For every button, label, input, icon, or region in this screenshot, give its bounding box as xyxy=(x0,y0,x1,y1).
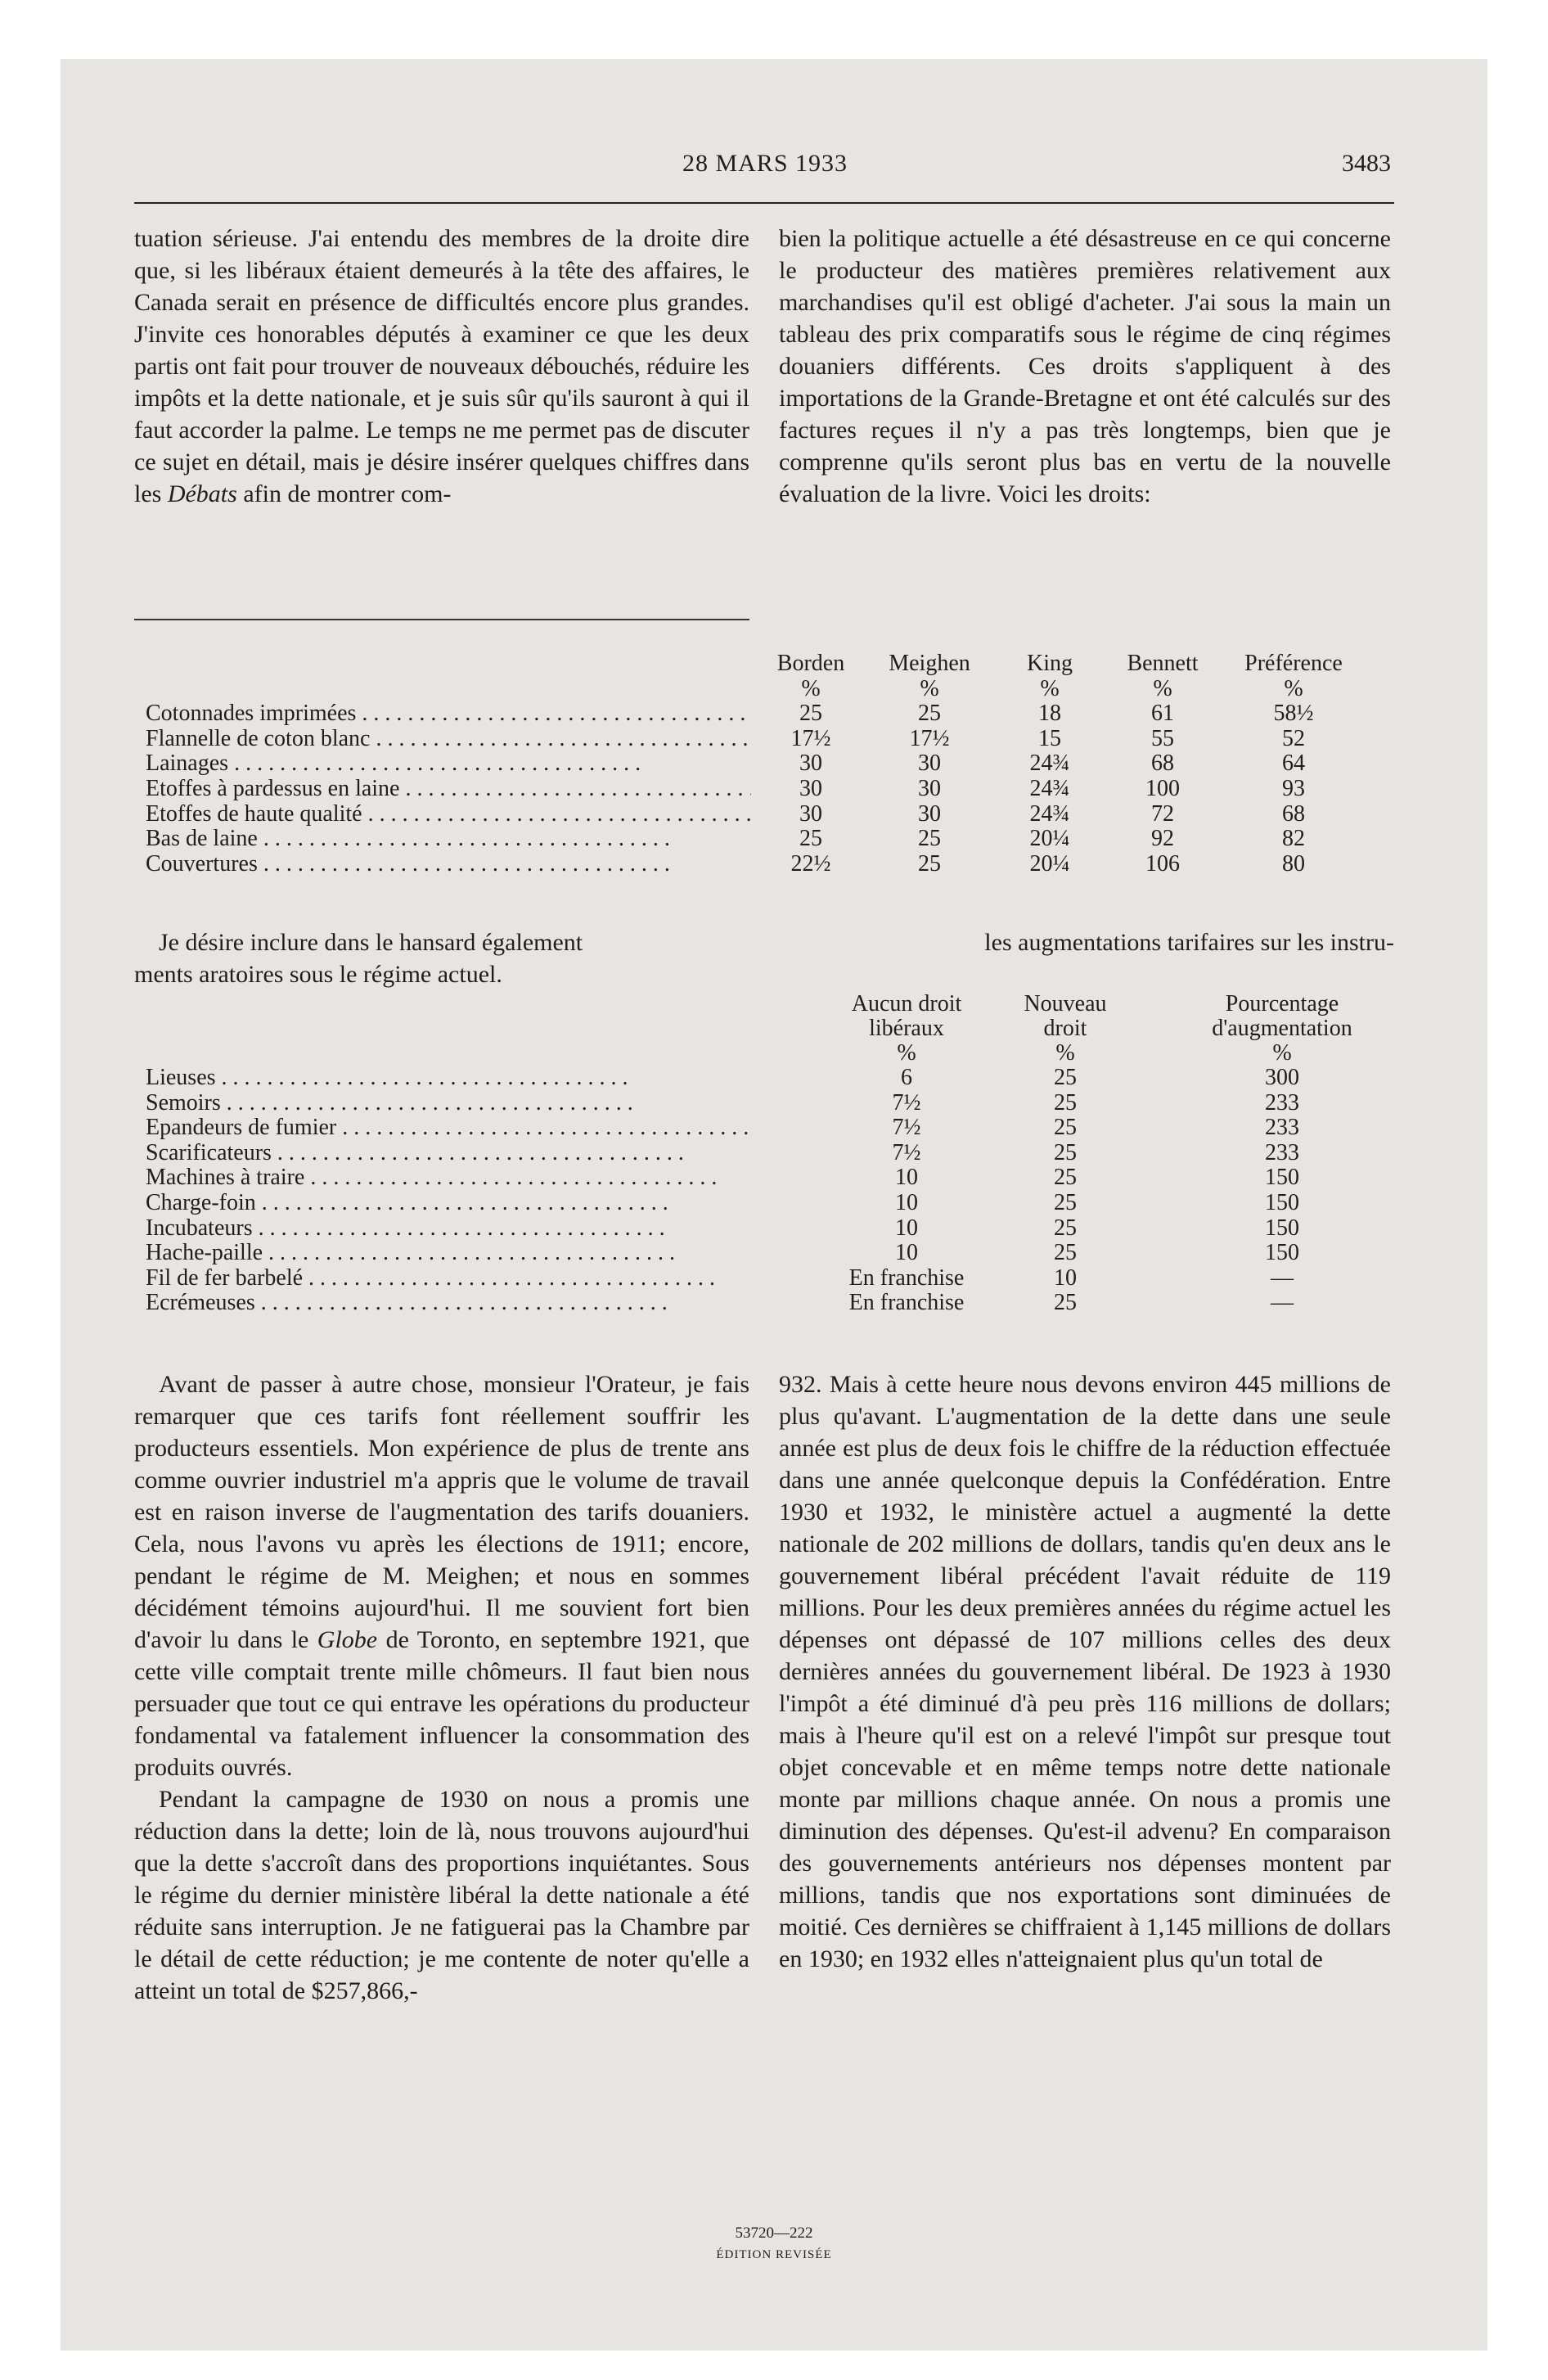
cell-value: 233 xyxy=(1265,1139,1299,1165)
row-label: Bas de laine . . . xyxy=(146,827,751,852)
cell-value: 20¼ xyxy=(1029,826,1070,852)
cell-value: 30 xyxy=(799,775,822,801)
table-header-row xyxy=(146,651,1373,677)
tariff-table-implements xyxy=(146,1066,1389,1316)
cell-value: 24¾ xyxy=(1029,751,1070,777)
col-header-line: d'augmentation xyxy=(1212,1016,1352,1041)
row-label: Lieuses . . . xyxy=(146,1066,751,1091)
header-rule xyxy=(134,202,1394,204)
table-row xyxy=(146,802,1373,827)
cell-value: 25 xyxy=(1054,1065,1077,1090)
cell-value: 106 xyxy=(1145,850,1180,877)
cell-value: 64 xyxy=(1282,751,1305,777)
cell-value: 30 xyxy=(918,800,941,827)
table-row xyxy=(146,1141,1389,1166)
cell-value: 24¾ xyxy=(1029,800,1070,827)
col-header: Bennett xyxy=(1127,651,1199,676)
cell-value: 25 xyxy=(1054,1139,1077,1165)
cell-value: 150 xyxy=(1265,1215,1299,1241)
table-row xyxy=(146,751,1373,777)
cell-value: En franchise xyxy=(848,1290,965,1316)
cell-value: 25 xyxy=(799,701,822,727)
cell-value: — xyxy=(1271,1264,1294,1291)
table-row xyxy=(146,1091,1389,1116)
unit-label: % xyxy=(1055,1040,1075,1066)
row-label: Hache-paille . . . xyxy=(146,1241,751,1266)
bottom-left-column xyxy=(134,1368,749,2007)
row-label: Epandeurs de fumier . . . xyxy=(146,1116,751,1141)
cell-value: 7½ xyxy=(892,1115,921,1141)
row-label: Machines à traire . . . xyxy=(146,1165,751,1191)
cell-value: 55 xyxy=(1151,725,1174,751)
header-date: 28 MARS 1933 xyxy=(682,150,848,177)
cell-value: 61 xyxy=(1151,701,1174,727)
row-label: Ecrémeuses . . . xyxy=(146,1291,751,1316)
cell-value: 30 xyxy=(918,775,941,801)
bottom-right-column xyxy=(779,1368,1391,1975)
cell-value: 6 xyxy=(901,1065,912,1090)
paragraph: 932. Mais à cette heure nous devons environ 445 millions de plus qu'avant. L'augmentation de la dette dans une seule année est plus de deux fois le chiffre de la réduction effectuée dans une année quelconque depuis la Confédération. Entre 1930 et 1932, le ministère actuel a augmenté la dette nationale de 202 millions de dollars, tandis qu'en deux ans le gouvernement libéral précédent l'avait réduite de 119 millions. Pour les deux premières années du régime actuel les dépenses ont dépassé de 107 millions celles des deux dernières années du gouvernement libéral. De 1923 à 1930 l'impôt a été diminué d'à peu près 116 millions de dollars; mais à l'heure qu'il est on a relevé l'impôt sur presque tout objet concevable et en même temps notre dette nationale monte par millions chaque année. On nous a promis une diminution des dépenses. Qu'est-il advenu? En comparaison des gouvernements antérieurs nos dépenses montent par millions, tandis que nos exportations sont diminuées de moitié. Ces dernières se chiffraient à 1,145 millions de dollars en 1930; en 1932 elles n'atteignaient plus qu'un total de xyxy=(779,1371,1391,1972)
page-footer xyxy=(0,2223,1548,2265)
cell-value: 82 xyxy=(1282,826,1305,852)
cell-value: 24¾ xyxy=(1029,775,1070,801)
cell-value: 10 xyxy=(895,1189,918,1215)
cell-value: 300 xyxy=(1265,1065,1299,1090)
row-label: Semoirs . . . xyxy=(146,1091,751,1116)
cell-value: 7½ xyxy=(892,1089,921,1116)
table-row xyxy=(146,1241,1389,1266)
row-label: Charge-foin . . . xyxy=(146,1191,751,1216)
intro-paragraph xyxy=(134,926,1394,990)
col-header: King xyxy=(1027,651,1073,676)
cell-value: 10 xyxy=(895,1215,918,1241)
row-label: Etoffes à pardessus en laine . . . xyxy=(146,777,751,802)
footer-edition: ÉDITION REVISÉE xyxy=(716,2248,832,2261)
table-row xyxy=(146,701,1373,727)
cell-value: 58½ xyxy=(1273,701,1314,727)
row-label: Scarificateurs . . . xyxy=(146,1141,751,1166)
top-left-column xyxy=(134,223,749,510)
cell-value: 20¼ xyxy=(1029,850,1070,877)
row-label: Cotonnades imprimées . . . xyxy=(146,701,751,727)
cell-value: 25 xyxy=(799,826,822,852)
table-units-row xyxy=(146,677,1373,702)
table-row xyxy=(146,1066,1389,1091)
top-right-text: bien la politique actuelle a été désastreuse en ce qui concerne le producteur des matières premières relativement aux marchandises qu'il est obligé d'acheter. J'ai sous la main un tableau des prix comparatifs sous le régime de cinq régimes douaniers différents. Ces droits s'appliquent à des importations de la Grande-Bretagne et ont été calculés sur des factures reçues il n'y a pas très longtemps, bien que je comprenne qu'ils seront plus bas en vertu de la nouvelle évaluation de la livre. Voici les droits: xyxy=(779,225,1391,507)
top-left-italic: Débats xyxy=(167,480,237,507)
col-header: Borden xyxy=(776,651,845,676)
cell-value: 22½ xyxy=(790,850,831,877)
col-header-line: droit xyxy=(1043,1016,1087,1041)
row-label: Lainages . . . xyxy=(146,751,751,777)
cell-value: 68 xyxy=(1282,800,1305,827)
unit-label: % xyxy=(1272,1040,1292,1066)
cell-value: 52 xyxy=(1282,725,1305,751)
cell-value: 7½ xyxy=(892,1139,921,1165)
cell-value: 92 xyxy=(1151,826,1174,852)
cell-value: 30 xyxy=(918,751,941,777)
table-row xyxy=(146,1165,1389,1191)
page-number: 3483 xyxy=(1342,150,1391,177)
paragraph: Pendant la campagne de 1930 on nous a promis une réduction dans la dette; loin de là, nous trouvons aujourd'hui que la dette s'accroît dans des proportions inquiétantes. Sous le régime du dernier ministère libéral la dette nationale a été réduite sans interruption. Je ne fatiguerai pas la Chambre par le détail de cette réduction; je me contente de noter qu'elle a atteint un total de $257,866,- xyxy=(134,1786,749,2004)
intro-right: les augmentations tarifaires sur les instru- xyxy=(984,929,1394,956)
cell-value: 25 xyxy=(1054,1290,1077,1316)
cell-value: 233 xyxy=(1265,1115,1299,1141)
row-label: Fil de fer barbelé . . . xyxy=(146,1266,751,1291)
cell-value: En franchise xyxy=(848,1264,965,1291)
row-label: Couvertures . . . xyxy=(146,852,751,877)
cell-value: 150 xyxy=(1265,1240,1299,1266)
cell-value: 10 xyxy=(895,1240,918,1266)
cell-value: 100 xyxy=(1145,775,1180,801)
cell-value: 17½ xyxy=(790,725,831,751)
column-end-rule xyxy=(134,619,749,620)
intro-left: Je désire inclure dans le hansard également xyxy=(159,929,583,956)
cell-value: 25 xyxy=(1054,1240,1077,1266)
top-left-end: afin de montrer com- xyxy=(243,480,452,507)
col-header-aucun-droit xyxy=(833,992,980,1066)
paragraph-italic: Globe xyxy=(317,1626,378,1653)
cell-value: 25 xyxy=(918,701,941,727)
paragraph-text: Avant de passer à autre chose, monsieur l'Orateur, je fais remarquer que ces tarifs font réellement souffrir les producteurs essentiels. Mon expérience de plus de trente ans comme ouvrier industriel m'a appris que le volume de travail est en raison inverse de l'augmentation des tarifs douaniers. Cela, nous l'avons vu après les élections de 1911; encore, pendant le régime de M. Meighen; et nous en sommes décidément témoins aujourd'hui. Il me souvient fort bien d'avoir lu dans le xyxy=(134,1371,749,1653)
col-header-line: Aucun droit xyxy=(851,991,962,1016)
col-header-line: libéraux xyxy=(869,1016,944,1041)
col-header: Préférence xyxy=(1244,651,1343,676)
intro-line-2: ments aratoires sous le régime actuel. xyxy=(134,961,502,988)
cell-value: 25 xyxy=(1054,1115,1077,1141)
table-row xyxy=(146,1216,1389,1242)
table-row xyxy=(146,1116,1389,1141)
cell-value: 150 xyxy=(1265,1189,1299,1215)
cell-value: 25 xyxy=(1054,1189,1077,1215)
cell-value: — xyxy=(1271,1290,1294,1316)
cell-value: 18 xyxy=(1038,701,1061,727)
cell-value: 72 xyxy=(1151,800,1174,827)
table-row xyxy=(146,1291,1389,1316)
cell-value: 15 xyxy=(1038,725,1061,751)
paragraph-text: de Toronto, en septembre 1921, que cette ville comptait trente mille chômeurs. Il faut bien nous persuader que tout ce qui entrave les opérations du producteur fondamental va fatalement influencer la consommation des produits ouvrés. xyxy=(134,1626,750,1781)
cell-value: 30 xyxy=(799,751,822,777)
unit-label: % xyxy=(1040,675,1060,701)
table-row xyxy=(146,827,1373,852)
cell-value: 25 xyxy=(918,826,941,852)
col-header-nouveau-droit xyxy=(1008,992,1123,1066)
col-header-line: Pourcentage xyxy=(1225,991,1339,1016)
col-header: Meighen xyxy=(889,651,970,676)
cell-value: 68 xyxy=(1151,751,1174,777)
cell-value: 150 xyxy=(1265,1165,1299,1191)
col-header-line: Nouveau xyxy=(1024,991,1107,1016)
intro-line-1 xyxy=(134,926,1394,958)
cell-value: 80 xyxy=(1282,850,1305,877)
cell-value: 25 xyxy=(1054,1165,1077,1191)
table-row xyxy=(146,777,1373,802)
cell-value: 25 xyxy=(1054,1089,1077,1116)
cell-value: 233 xyxy=(1265,1089,1299,1116)
col-header-pourcentage xyxy=(1172,992,1393,1066)
cell-value: 30 xyxy=(799,800,822,827)
footer-code: 53720—222 xyxy=(735,2224,813,2242)
row-label: Etoffes de haute qualité . . . xyxy=(146,802,751,827)
unit-label: % xyxy=(897,1040,916,1066)
table-row xyxy=(146,727,1373,752)
page-header xyxy=(139,150,1391,183)
cell-value: 25 xyxy=(1054,1215,1077,1241)
unit-label: % xyxy=(1153,675,1172,701)
table-row xyxy=(146,1266,1389,1291)
row-label: Flannelle de coton blanc . . . xyxy=(146,727,751,752)
tariff-table-textiles xyxy=(146,651,1373,877)
top-left-text: tuation sérieuse. J'ai entendu des membres de la droite dire que, si les libéraux étaient demeurés à la tête des affaires, le Canada serait en présence de difficultés encore plus grandes. J'invite ces honorables députés à examiner ce que les deux partis ont fait pour trouver de nouveaux débouchés, réduire les impôts et la dette nationale, et je suis sûr qu'ils sauront à qui il faut accorder la palme. Le temps ne me permet pas de discuter ce sujet en détail, mais je désire insérer quelques chiffres dans les xyxy=(134,225,749,507)
unit-label: % xyxy=(920,675,939,701)
unit-label: % xyxy=(801,675,821,701)
cell-value: 93 xyxy=(1282,775,1305,801)
unit-label: % xyxy=(1284,675,1303,701)
table-row xyxy=(146,1191,1389,1216)
row-label: Incubateurs . . . xyxy=(146,1216,751,1242)
cell-value: 10 xyxy=(1054,1264,1077,1291)
cell-value: 17½ xyxy=(909,725,950,751)
cell-value: 10 xyxy=(895,1165,918,1191)
table-row xyxy=(146,852,1373,877)
top-right-column xyxy=(779,223,1391,510)
paragraph xyxy=(134,1368,749,1783)
cell-value: 25 xyxy=(918,850,941,877)
